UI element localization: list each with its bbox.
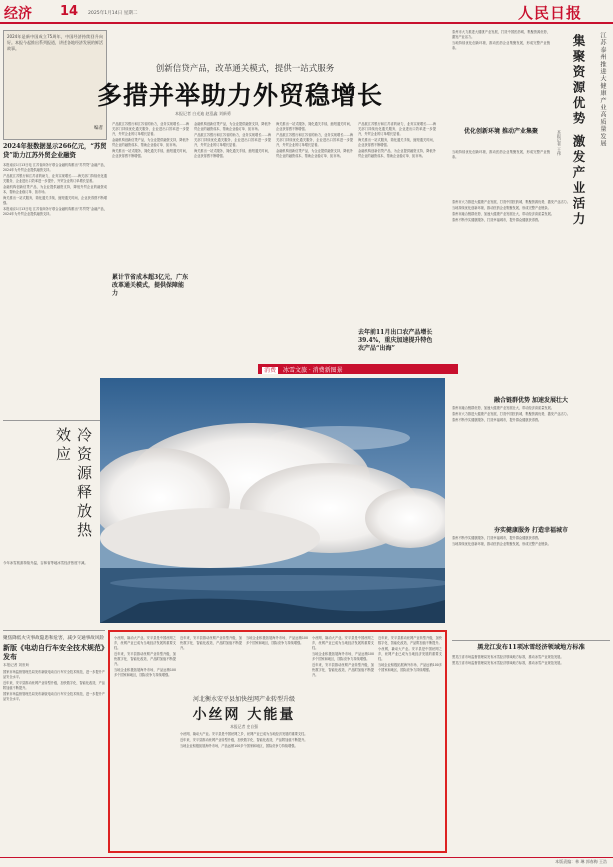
banner-label: 消费 [264,367,277,374]
left-body: 本报南京1月13日电 江苏省商务厅联合金融机构推出“苏贸贷”金融产品，2024年为外贸企业提供融资支持。 产品抵江苏银行和江苏省的助力，业务实现增长……海关部门持续优化通关服务，企业进出口效率进一步提升，外贸企业的订单增长显著。 金融机构创新信贷产品，为企业提供融资支持，降低外贸企业的融资成本，帮助企业稳订单、拓市场。 海关推出一站式服务，简化通关手续，缩短通关时间，企业获得感不断增强。 本报南京1月13日电 江苏省商务厅联合金融机构推出“苏贸贷”金融产品，2024年为外贸企业提供融资支持。 [3,163,107,216]
left-feature [3,420,100,610]
right-vertical-headline: 集聚资源优势 激发产业活力 [571,34,586,228]
left-vertical-title: 冷资源释放热效应 [54,427,93,541]
left-headline: 2024年报数据显示266亿元，“苏贸贷”助力江苏外贸企业融资 [3,143,107,159]
left-bottom-kicker: 聚焦降低火灾事故隐患和危害，减少交通事故风险 [3,636,105,641]
footer-editors: 本版责编：林 琳 郭春梅 王浩 [555,859,607,864]
right-bottom-title: 黑龙江发布11项冰雪经济领域地方标准 [477,644,585,651]
main-sub-heading-1: 累计节省成本超3亿元，广东改革通关模式，提供保障能力 [112,272,189,300]
silk-mesh-story [108,630,447,853]
editor-note: 2024年是新中国成立75周年，中国经济持续回升向好。本报今起推出系列报道，讲述各地经济发展的鲜活故事。 [7,34,103,52]
main-col-1: 产品抵江苏银行和江苏省的助力，业务实现增长……海关部门持续优化通关服务，企业进出口效率进一步提升，外贸企业的订单增长显著。 金融机构创新信贷产品，为企业提供融资支持，降低外贸企业的融资成本，帮助企业稳订单、拓市场。 海关推出一站式服务，简化通关手续，缩短通关时间，企业获得感不断增强。 [112,122,189,158]
left-bottom-title: 新版《电动自行车安全技术规范》发布 [3,643,105,661]
silk-headline: 小丝网 大能量 [192,707,296,723]
left-photo-caption: 今年冰雪旅游持续升温，吉林省等地冰雪经济热度不减。 [3,561,88,565]
right-body-top: 泰州市大力推进大健康产业发展，打造中国医药城，集聚资源优势，激发产业活力。 当地持续优化创新环境，推动医药企业集聚发展，形成完整产业链条。 [452,30,550,50]
silk-col-4: 小丝网，撬动大产业。安平县是中国丝网之乡，丝网产业已成为当地经济发展的重要支柱。 当地企业积极拓展海外市场，产品远销100多个国家和地区，国际竞争力持续增强。 近年来，安平县推动丝网产业转型升级，加快数字化、智能化改造，产品附加值不断提升。 [312,636,374,677]
right-bottom-story [452,640,610,853]
main-col-2: 金融机构创新信贷产品，为企业提供融资支持，降低外贸企业的融资成本，帮助企业稳订单、拓市场。 产品抵江苏银行和江苏省的助力，业务实现增长……海关部门持续优化通关服务，企业进出口效率进一步提升，外贸企业的订单增长显著。 海关推出一站式服务，简化通关手续，缩短通关时间，企业获得感不断增强。 [194,122,271,158]
right-body-bottom: 泰州不断夯实健康服务，打造幸福城市，提升群众健康获得感。 当地持续优化创新环境，推动医药企业集聚发展，形成完整产业链条。 [452,536,551,546]
main-kicker: 创新信贷产品，改革通关模式，提供一站式服务 [155,64,335,74]
right-body-main: 泰州市大力推进大健康产业发展，打造中国医药城，集聚资源优势，激发产业活力。 当地持续优化创新环境，推动医药企业集聚发展，形成完整产业链条。 泰州市融合链群优势，加速大健康产业发展壮大，带动经济高质量发展。 泰州不断夯实健康服务，打造幸福城市，提升群众健康获得感。 [452,200,570,222]
right-sub-heading-3: 夯实健康服务 打造幸福城市 [493,527,569,534]
right-byline: 本报记者 王伟 [557,130,562,156]
main-sub-heading-2: 去年前11月出口农产品增长39.4%，重庆加速提升特色农产品“出海” [358,327,436,355]
issue-date: 2025年1月14日 星期二 [88,11,138,16]
left-lead-story [3,143,107,418]
right-body-lower: 泰州市融合链群优势，加速大健康产业发展壮大，带动经济高质量发展。 泰州市大力推进大健康产业发展，打造中国医药城，集聚资源优势，激发产业活力。 泰州不断夯实健康服务，打造幸福城市，提升群众健康获得感。 [452,406,570,422]
section-title: 经济 [4,6,32,22]
left-bottom-body: 国家市场监督管理总局发布新版电动自行车安全技术规范，进一步提升产品安全水平。 近年来，安平县推动丝网产业转型升级，加快数字化、智能化改造，产品附加值不断提升。 国家市场监督管理总局发布新版电动自行车安全技术规范，进一步提升产品安全水平。 [3,670,105,701]
left-bottom-story [3,630,105,855]
main-article-body [112,122,437,362]
silk-col-3: 当地企业积极拓展海外市场，产品远销100多个国家和地区，国际竞争力持续增强。 [246,636,308,645]
right-sub-heading-1: 优化创新环境 推动产业集聚 [463,128,539,135]
photo-illustration [100,378,445,623]
silk-byline: 本报记者 史自强 [230,724,258,729]
silk-body-lower: 小丝网，撬动大产业。安平县是中国丝网之乡，丝网产业已成为当地经济发展的重要支柱。 近年来，安平县推动丝网产业转型升级，加快数字化、智能化改造，产品附加值不断提升。 当地企业积极拓展海外市场，产品远销100多个国家和地区，国际竞争力持续增强。 [180,732,308,748]
section-banner [258,364,458,374]
right-body-mid: 当地持续优化创新环境，推动医药企业集聚发展，形成完整产业链条。 [452,150,550,159]
right-vertical-kicker: 江苏泰州推进大健康产业高质量发展 [599,32,606,148]
frosted-trees-photo [100,378,445,623]
newspaper-logo: 人民日报 [518,4,583,22]
page-header [0,0,613,24]
banner-text: 冰雪文旅 · 消费新图景 [282,367,343,374]
main-col-4: 产品抵江苏银行和江苏省的助力，业务实现增长……海关部门持续优化通关服务，企业进出口效率进一步提升，外贸企业的订单增长显著。 海关推出一站式服务，简化通关手续，缩短通关时间，企业获得感不断增强。 金融机构创新信贷产品，为企业提供融资支持，降低外贸企业的融资成本，帮助企业稳订单、拓市场。 [358,122,436,158]
main-byline: 本报记者 白光迪 赵泓鑫 刘新勇 [175,111,231,116]
main-col-3: 海关推出一站式服务，简化通关手续，缩短通关时间，企业获得感不断增强。 产品抵江苏银行和江苏省的助力，业务实现增长……海关部门持续优化通关服务，企业进出口效率进一步提升，外贸企业的订单增长显著。 金融机构创新信贷产品，为企业提供融资支持，降低外贸企业的融资成本，帮助企业稳订单、拓市场。 [276,122,353,158]
silk-col-1: 小丝网，撬动大产业。安平县是中国丝网之乡，丝网产业已成为当地经济发展的重要支柱。 近年来，安平县推动丝网产业转型升级，加快数字化、智能化改造，产品附加值不断提升。 当地企业积极拓展海外市场，产品远销100多个国家和地区，国际竞争力持续增强。 [114,636,176,677]
left-bottom-byline: 本报记者 刘世昕 [3,663,30,667]
page-number: 14 [60,4,79,19]
silk-col-2: 近年来，安平县推动丝网产业转型升级，加快数字化、智能化改造，产品附加值不断提升。 [180,636,242,650]
page-footer [0,857,613,867]
right-bottom-body: 黑龙江省市场监督管理局发布冰雪经济领域地方标准，推动冰雪产业规范发展。 黑龙江省市场监督管理局发布冰雪经济领域地方标准，推动冰雪产业规范发展。 [452,655,564,665]
silk-kicker: 河北衡水安平县加快丝网产业转型升级 [192,696,295,703]
editor-note-sign: 编者 [94,126,103,131]
main-headline: 多措并举助力外贸稳增长 [96,81,383,110]
silk-col-5: 近年来，安平县推动丝网产业转型升级，加快数字化、智能化改造，产品附加值不断提升。 小丝网，撬动大产业。安平县是中国丝网之乡，丝网产业已成为当地经济发展的重要支柱。 当地企业积极拓展海外市场，产品远销100多个国家和地区，国际竞争力持续增强。 [378,636,442,672]
right-story [452,30,610,625]
right-sub-heading-2: 融合链群优势 加速发展壮大 [493,397,569,404]
